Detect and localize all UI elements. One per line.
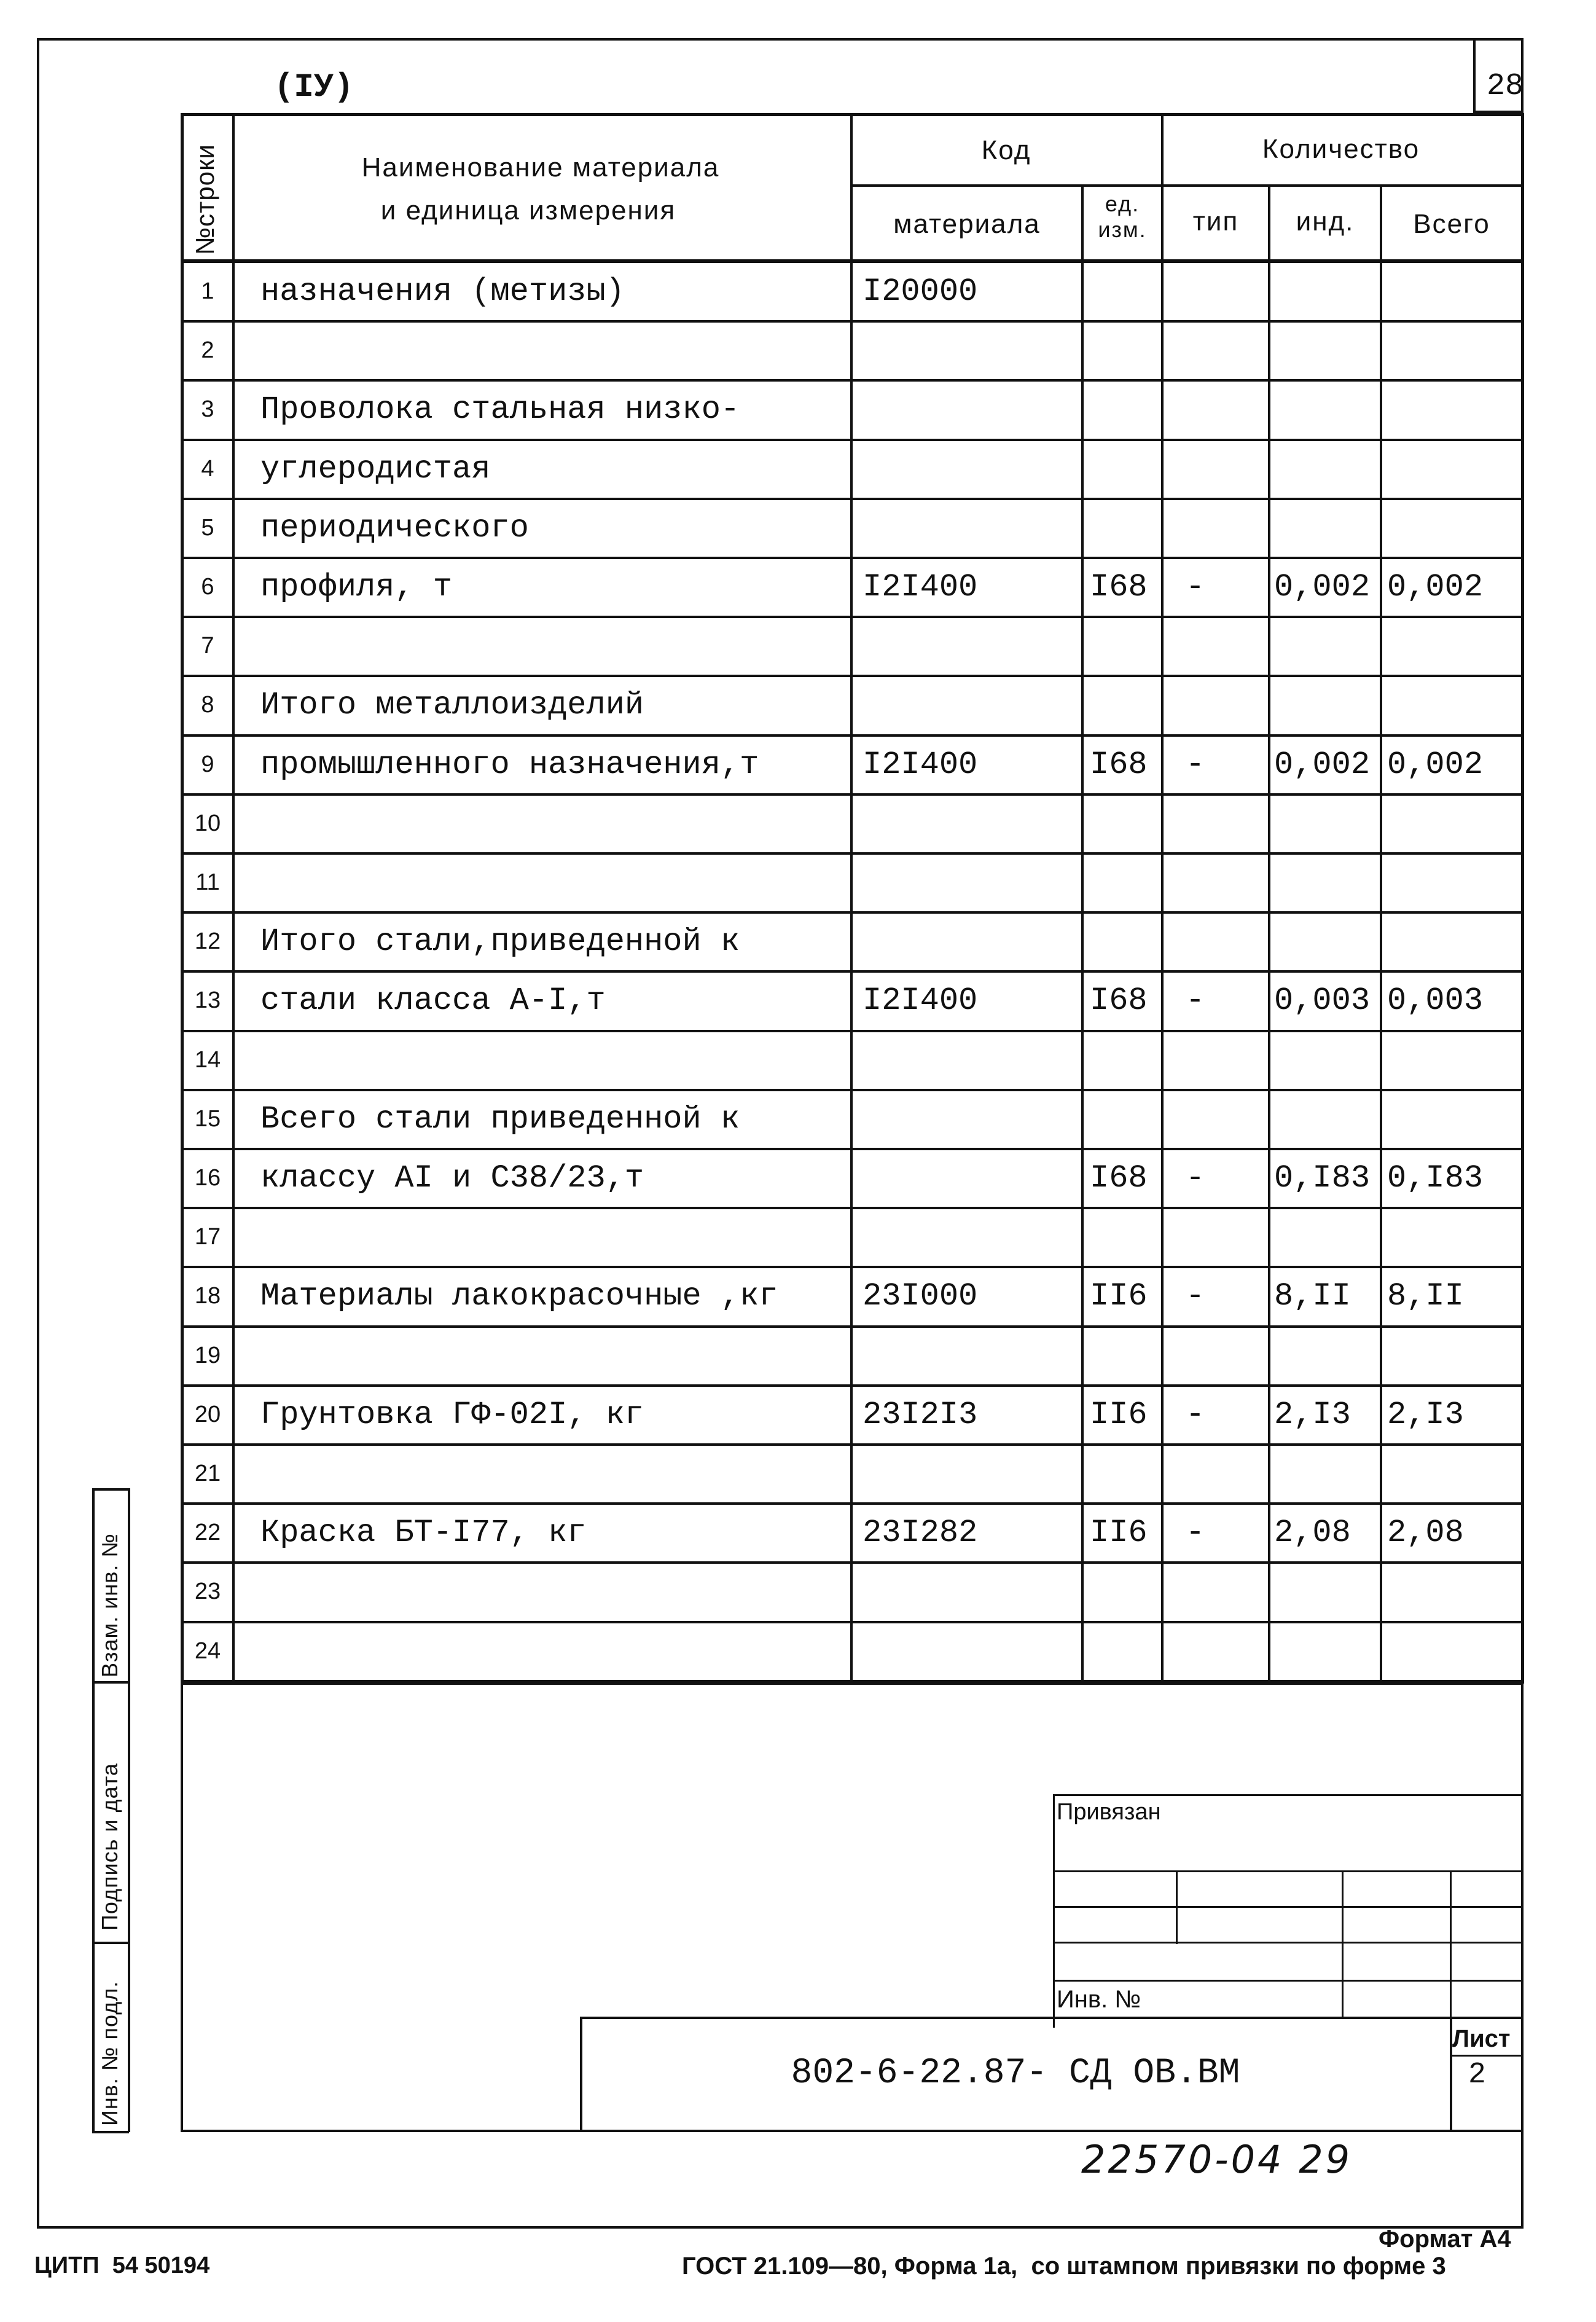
row-number: 5 — [201, 514, 214, 541]
privyazan-left — [1053, 1794, 1055, 2028]
row-number: 9 — [201, 751, 214, 777]
side-vzam-inv: Взам. инв. № — [97, 1532, 122, 1677]
row-divider — [181, 320, 1524, 323]
cell-type: - — [1186, 1515, 1205, 1551]
cell-unit: I68 — [1090, 983, 1148, 1019]
cell-code: I20000 — [863, 273, 978, 310]
privyazan-col3 — [1450, 1870, 1452, 2018]
page-number-divider — [1473, 38, 1476, 112]
stamp-inv-no: Инв. № — [1057, 1986, 1141, 2013]
side-inv-podl: Инв. № подл. — [97, 1980, 122, 2126]
row-divider — [181, 675, 1524, 677]
row-number: 6 — [201, 574, 214, 600]
cell-name: стали класса А-I,т — [260, 983, 606, 1019]
cell-total: 0,002 — [1387, 569, 1484, 605]
row-divider — [181, 793, 1524, 796]
row-divider — [181, 734, 1524, 737]
row-number: 23 — [194, 1579, 221, 1605]
title-block-top — [580, 2017, 1524, 2019]
header-code-unit-line1: ед. — [1105, 191, 1140, 216]
cell-name: Итого стали,приведенной к — [260, 924, 740, 960]
row-divider — [181, 1207, 1524, 1209]
row-divider — [181, 1621, 1524, 1623]
cell-name: Краска БТ-I77, кг — [260, 1515, 587, 1551]
cell-ind: 0,003 — [1274, 983, 1371, 1019]
side-stamp-div2 — [92, 1942, 129, 1944]
cell-ind: 2,08 — [1274, 1515, 1351, 1551]
cell-code: 23I000 — [863, 1278, 978, 1315]
cell-unit: II6 — [1090, 1278, 1148, 1315]
side-stamp-div1 — [92, 1681, 129, 1684]
cell-name: Грунтовка ГФ-02I, кг — [260, 1396, 644, 1433]
cell-ind: 8,II — [1274, 1278, 1351, 1315]
row-divider — [181, 616, 1524, 618]
row-divider — [181, 439, 1524, 441]
cell-type: - — [1186, 746, 1205, 783]
row-divider — [181, 557, 1524, 559]
row-divider — [181, 1502, 1524, 1505]
cell-type: - — [1186, 1396, 1205, 1433]
footer-left-code: ЦИТП 54 50194 — [34, 2253, 210, 2278]
cell-ind: 2,I3 — [1274, 1396, 1351, 1433]
cell-name: профиля, т — [260, 569, 453, 605]
header-code-material: материала — [893, 209, 1041, 239]
cell-ind: 0,I83 — [1274, 1160, 1371, 1196]
table-right-border — [1521, 113, 1524, 1684]
cell-total: 2,I3 — [1387, 1396, 1464, 1433]
header-name-line1: Наименование материала — [361, 152, 720, 182]
cell-code: 23I2I3 — [863, 1396, 978, 1433]
row-number: 4 — [201, 455, 214, 482]
cell-name: промышленного назначения,т — [260, 746, 759, 783]
cell-name: периодического — [260, 509, 529, 546]
row-number: 10 — [194, 810, 221, 836]
cell-unit: I68 — [1090, 1160, 1148, 1196]
row-number: 18 — [194, 1283, 221, 1309]
row-number: 3 — [201, 396, 214, 423]
page-number: 28 — [1487, 69, 1524, 104]
header-qty-type: тип — [1192, 206, 1239, 237]
side-stamp-bottom — [92, 2131, 129, 2133]
row-number: 20 — [194, 1401, 221, 1427]
header-qty-ind: инд. — [1296, 206, 1355, 237]
cell-name: Итого металлоизделий — [260, 687, 644, 724]
header-qty-total: Всего — [1413, 209, 1490, 239]
header-subline — [850, 184, 1522, 187]
row-number: 21 — [194, 1461, 221, 1486]
sheet-frame — [37, 38, 1524, 2229]
row-number: 24 — [194, 1638, 221, 1664]
row-number: 11 — [195, 869, 220, 895]
cell-code: I2I400 — [863, 746, 978, 783]
cell-total: 0,002 — [1387, 746, 1484, 783]
cell-type: - — [1186, 983, 1205, 1019]
stamp-list-label: Лист — [1452, 2025, 1511, 2052]
side-stamp-right — [128, 1488, 130, 2132]
handwritten-archive-number: 22570-04 29 — [1081, 2137, 1353, 2182]
cell-ind: 0,002 — [1274, 746, 1371, 783]
cell-type: - — [1186, 569, 1205, 605]
cell-type: - — [1186, 1160, 1205, 1196]
cell-name: классу АI и С38/23,т — [260, 1160, 644, 1196]
col-divider-type — [1268, 184, 1270, 1684]
privyazan-row3 — [1053, 1942, 1522, 1943]
side-podpis-data: Подпись и дата — [97, 1763, 122, 1931]
row-number: 12 — [194, 928, 221, 955]
row-divider — [181, 970, 1524, 973]
row-number: 14 — [194, 1046, 221, 1073]
row-divider — [181, 1148, 1524, 1150]
stamp-list-value: 2 — [1468, 2058, 1486, 2092]
cell-ind: 0,002 — [1274, 569, 1371, 605]
privyazan-row1 — [1053, 1870, 1522, 1872]
title-block-list-div — [1450, 2055, 1524, 2057]
footer-format: Формат А4 — [1379, 2226, 1511, 2253]
row-divider — [181, 1266, 1524, 1268]
row-number: 17 — [194, 1224, 221, 1250]
row-divider — [181, 1443, 1524, 1446]
cell-name: Всего стали приведенной к — [260, 1100, 740, 1137]
side-stamp-top — [92, 1488, 129, 1491]
row-number: 13 — [194, 987, 221, 1014]
row-divider — [181, 911, 1524, 914]
row-number: 8 — [201, 692, 214, 718]
cell-code: I2I400 — [863, 983, 978, 1019]
row-number: 1 — [201, 278, 214, 304]
row-divider — [181, 1325, 1524, 1328]
row-number: 7 — [201, 633, 214, 659]
row-number: 22 — [194, 1520, 221, 1546]
stamp-privyazan: Привязан — [1057, 1799, 1161, 1825]
row-number: 15 — [194, 1105, 221, 1132]
row-number: 2 — [201, 337, 214, 364]
cell-code: 23I282 — [863, 1515, 978, 1551]
cell-code: I2I400 — [863, 569, 978, 605]
col-divider-code — [1081, 184, 1084, 1684]
footer-gost: ГОСТ 21.109—80, Форма 1а, со штампом привязки по форме 3 — [682, 2253, 1446, 2280]
cell-type: - — [1186, 1278, 1205, 1315]
col-divider-unit — [1161, 113, 1164, 1684]
section-mark: (IУ) — [274, 69, 354, 106]
row-divider — [181, 1384, 1524, 1387]
row-divider — [181, 1030, 1524, 1032]
table-bottom-border — [181, 1681, 1524, 1685]
privyazan-row4 — [1053, 1980, 1522, 1982]
row-number: 19 — [194, 1342, 221, 1368]
row-divider — [181, 498, 1524, 500]
row-divider — [181, 379, 1524, 382]
privyazan-row2 — [1053, 1906, 1522, 1908]
cell-unit: I68 — [1090, 569, 1148, 605]
stamp-area-left — [181, 1681, 183, 2131]
stamp-designation: 802-6-22.87- СД ОВ.ВМ — [791, 2053, 1240, 2093]
privyazan-col2 — [1342, 1870, 1344, 2018]
header-code: Код — [981, 135, 1031, 165]
row-number: 16 — [194, 1165, 221, 1191]
row-divider — [181, 1089, 1524, 1091]
col-divider-name — [850, 113, 853, 1684]
col-divider-ind — [1380, 184, 1382, 1684]
header-row-no: №строки — [190, 144, 219, 255]
cell-name: Материалы лакокрасочные ,кг — [260, 1278, 778, 1315]
cell-total: 8,II — [1387, 1278, 1464, 1315]
stamp-area-bottom — [181, 2130, 1524, 2132]
cell-unit: I68 — [1090, 746, 1148, 783]
row-divider — [181, 1561, 1524, 1564]
cell-total: 0,003 — [1387, 983, 1484, 1019]
header-bottom-border — [181, 259, 1524, 263]
cell-name: Проволока стальная низко- — [260, 391, 740, 428]
privyazan-col1 — [1176, 1870, 1178, 1944]
side-stamp-left — [92, 1488, 95, 2132]
cell-name: углеродистая — [260, 450, 491, 487]
cell-total: 2,08 — [1387, 1515, 1464, 1551]
row-divider — [181, 852, 1524, 855]
header-quantity: Количество — [1262, 134, 1420, 164]
cell-unit: II6 — [1090, 1515, 1148, 1551]
cell-name: назначения (метизы) — [260, 273, 625, 310]
cell-unit: II6 — [1090, 1396, 1148, 1433]
privyazan-top — [1053, 1794, 1522, 1796]
header-name-line2: и единица измерения — [380, 195, 676, 226]
header-code-unit-line2: изм. — [1098, 217, 1147, 242]
cell-total: 0,I83 — [1387, 1160, 1484, 1196]
